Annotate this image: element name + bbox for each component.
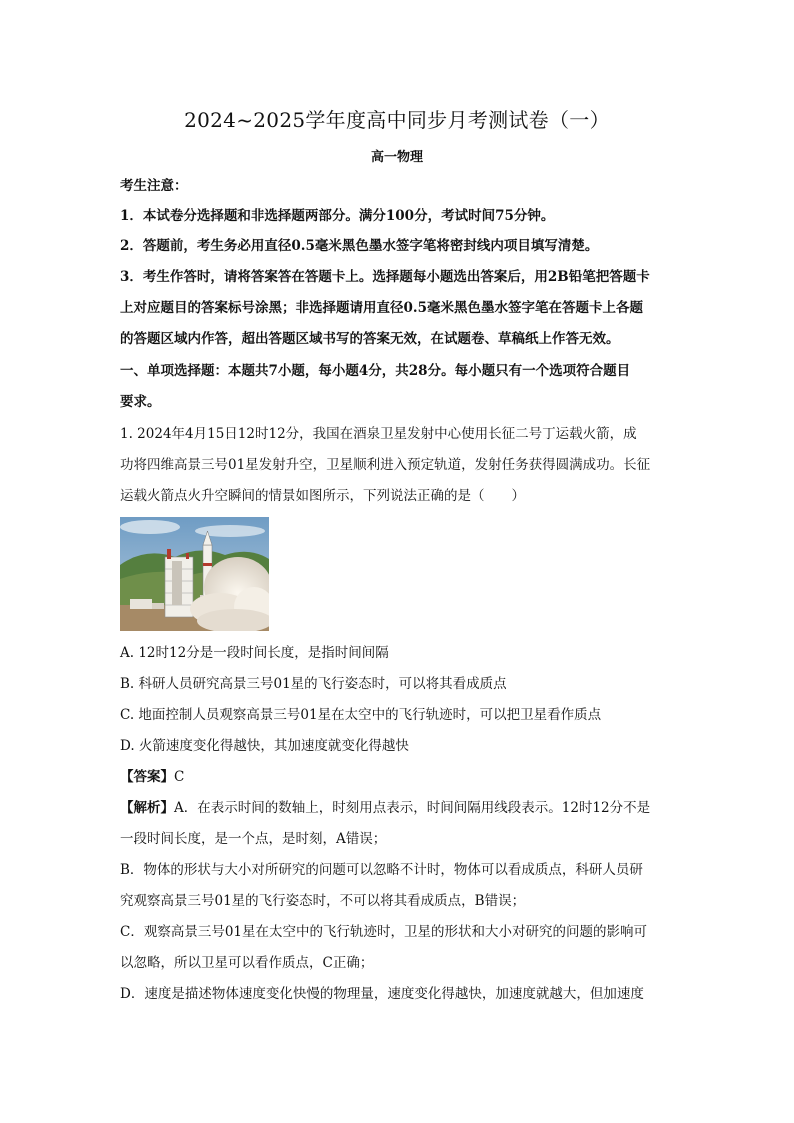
question-1-stem-line-1: 1. 2024年4月15日12时12分，我国在酒泉卫星发射中心使用长征二号丁运载火箭，成 (120, 426, 637, 442)
analysis-line-5: C．观察高景三号01星在太空中的飞行轨迹时，卫星的形状和大小对研究的问题的影响可 (120, 924, 648, 940)
notice-item-1: 1．本试卷分选择题和非选择题两部分。满分100分，考试时间75分钟。 (120, 208, 555, 224)
answer-line (120, 767, 680, 787)
analysis-line-2: 一段时间长度，是一个点，是时刻，A错误； (120, 831, 387, 847)
notice-item-2: 2．答题前，考生务必用直径0.5毫米黑色墨水签字笔将密封线内项目填写清楚。 (120, 238, 599, 254)
analysis-label: 【解析】 (120, 800, 174, 816)
option-a: A. 12时12分是一段时间长度，是指时间间隔 (120, 645, 389, 661)
answer-value: C (174, 769, 185, 785)
analysis-line-3: B．物体的形状与大小对所研究的问题可以忽略不计时，物体可以看成质点，科研人员研 (120, 862, 643, 878)
notice-item-3-cont-1: 上对应题目的答案标号涂黑；非选择题请用直径0.5毫米黑色墨水签字笔在答题卡上各题 (120, 300, 643, 316)
notice-heading: 考生注意： (120, 178, 188, 194)
section-heading-cont: 要求。 (120, 394, 161, 410)
option-c: C. 地面控制人员观察高景三号01星在太空中的飞行轨迹时，可以把卫星看作质点 (120, 707, 602, 723)
option-b: B. 科研人员研究高景三号01星的飞行姿态时，可以将其看成质点 (120, 676, 507, 692)
question-1-stem-line-2: 功将四维高景三号01星发射升空，卫星顺利进入预定轨道，发射任务获得圆满成功。长征 (120, 457, 651, 473)
question-1-stem-line-3: 运载火箭点火升空瞬间的情景如图所示，下列说法正确的是（ ） (120, 488, 525, 504)
subject-subtitle: 高一物理 (370, 150, 423, 165)
rocket-launch-illustration (120, 517, 269, 631)
analysis-line-4: 究观察高景三号01星的飞行姿态时，不可以将其看成质点，B错误； (120, 893, 526, 909)
answer-label: 【答案】 (120, 769, 174, 785)
analysis-text-1: A．在表示时间的数轴上，时刻用点表示，时间间隔用线段表示。12时12分不是 (174, 800, 651, 816)
page-title: 2024~2025学年度高中同步月考测试卷（一） (184, 108, 610, 132)
notice-item-3-cont-2: 的答题区域内作答，超出答题区域书写的答案无效，在试题卷、草稿纸上作答无效。 (120, 331, 620, 347)
rocket-launch-photo (120, 517, 269, 631)
analysis-line-6: 以忽略，所以卫星可以看作质点，C正确； (120, 955, 374, 971)
section-heading: 一、单项选择题：本题共7小题，每小题4分，共28分。每小题只有一个选项符合题目 (120, 363, 631, 379)
analysis-line-7: D．速度是描述物体速度变化快慢的物理量，速度变化得越快，加速度就越大，但加速度 (120, 986, 644, 1002)
option-d: D. 火箭速度变化得越快，其加速度就变化得越快 (120, 738, 409, 754)
notice-item-3: 3．考生作答时，请将答案答在答题卡上。选择题每小题选出答案后，用2B铅笔把答题卡 (120, 269, 650, 285)
analysis-line-1 (120, 798, 680, 818)
